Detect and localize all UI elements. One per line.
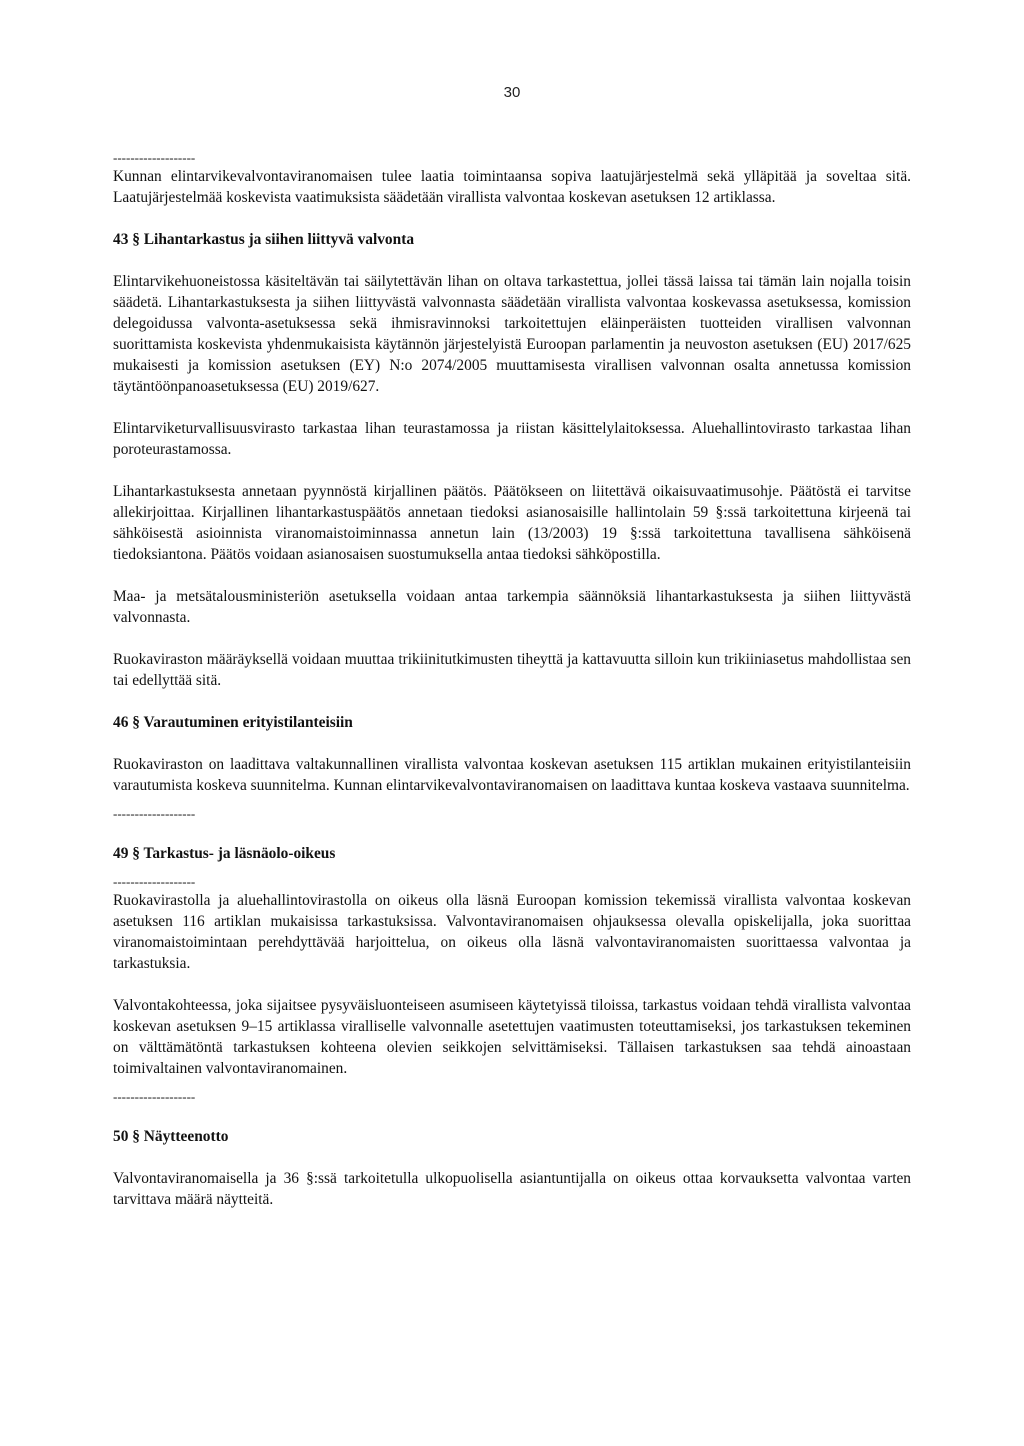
section-43-heading: 43 § Lihantarkastus ja siihen liittyvä valvonta (113, 231, 415, 248)
section-46-heading: 46 § Varautuminen erityistilanteisiin (113, 714, 353, 731)
section-43-paragraph-5: Ruokaviraston määräyksellä voidaan muuttaa trikiinitutkimusten tiheyttä ja kattavuutta silloin kun trikiiniasetus mahdollistaa sen tai edellyttää sitä. (113, 651, 911, 689)
section-46-paragraph-1: Ruokaviraston on laadittava valtakunnallinen virallista valvontaa koskevan asetuksen 115 artiklan mukainen erityistilanteisiin varautumista koskeva suunnitelma. Kunnan elintarvikevalvontaviranomaisen on laadittava kuntaa koskeva vastaava suunnitelma. (113, 756, 911, 794)
omission-separator: ------------------- (113, 150, 196, 165)
omission-separator: ------------------- (113, 874, 196, 889)
section-49-paragraph-2: Valvontakohteessa, joka sijaitsee pysyväisluonteiseen asumiseen käytetyissä tiloissa, tarkastus voidaan tehdä virallista valvontaa koskevan asetuksen 9–15 artiklassa viralliselle valvonnalle asetettujen vaatimusten toteuttamiseksi, jos tarkastuksen tekeminen on välttämätöntä tarkastuksen kohteena olevien seikkojen selvittämiseksi. Tällaisen tarkastuksen saa tehdä ainoastaan toimivaltainen valvontaviranomainen. (113, 997, 911, 1077)
section-43-paragraph-4: Maa- ja metsätalousministeriön asetuksella voidaan antaa tarkempia säännöksiä lihantarkastuksesta ja siihen liittyvästä valvonnasta. (113, 588, 911, 626)
page-number: 30 (503, 84, 521, 101)
intro-paragraph: Kunnan elintarvikevalvontaviranomaisen tulee laatia toimintaansa sopiva laatujärjestelmä sekä ylläpitää ja soveltaa sitä. Laatujärjestelmää koskevista vaatimuksista säädetään virallista valvontaa koskevan asetuksen 12 artiklassa. (113, 168, 911, 206)
section-50-paragraph-1: Valvontaviranomaisella ja 36 §:ssä tarkoitetulla ulkopuolisella asiantuntijalla on oikeus ottaa korvauksetta valvontaa varten tarvittava määrä näytteitä. (113, 1170, 911, 1208)
section-43-paragraph-1: Elintarvikehuoneistossa käsiteltävän tai säilytettävän lihan on oltava tarkastettua, jollei tässä laissa tai tämän lain nojalla toisin säädetä. Lihantarkastuksesta ja siihen liittyvästä valvonnasta säädetään virallista valvontaa koskevassa asetuksessa, komission delegoidussa valvonta-asetuksessa sekä ihmisravinnoksi tarkoitettujen eläinperäisten tuotteiden virallisen valvonnan suorittamista koskevista yhdenmukaisista käytännön järjestelyistä Euroopan parlamentin ja neuvoston asetuksen (EU) 2017/625 mukaisesti ja komission asetuksen (EY) N:o 2074/2005 muuttamisesta virallisen valvonnan osalta annetussa komission täytäntöönpanoasetuksessa (EU) 2019/627. (113, 273, 911, 395)
section-43-paragraph-2: Elintarviketurvallisuusvirasto tarkastaa lihan teurastamossa ja riistan käsittelylaitoksessa. Aluehallintovirasto tarkastaa lihan poroteurastamossa. (113, 420, 911, 458)
section-49-heading: 49 § Tarkastus- ja läsnäolo-oikeus (113, 845, 336, 862)
document-body (113, 150, 911, 1210)
omission-separator: ------------------- (113, 1089, 196, 1104)
section-50-heading: 50 § Näytteenotto (113, 1128, 229, 1145)
section-43-paragraph-3: Lihantarkastuksesta annetaan pyynnöstä kirjallinen päätös. Päätökseen on liitettävä oikaisuvaatimusohje. Päätöstä ei tarvitse allekirjoittaa. Kirjallinen lihantarkastuspäätös annetaan tiedoksi asianosaisille hallintolain 59 §:ssä tarkoitettuna kirjeenä tai sähköisestä asioinnista viranomaistoiminnassa annetun lain (13/2003) 19 §:ssä tarkoitettuna tavallisena sähköisenä tiedoksiantona. Päätös voidaan asianosaisen suostumuksella antaa tiedoksi sähköpostilla. (113, 483, 911, 563)
omission-separator: ------------------- (113, 806, 196, 821)
section-49-paragraph-1: Ruokavirastolla ja aluehallintovirastolla on oikeus olla läsnä Euroopan komission tekemissä virallista valvontaa koskevan asetuksen 116 artiklan mukaisissa tarkastuksissa. Valvontaviranomaisen ohjauksessa olevalla opiskelijalla, joka suorittaa viranomaistoimintaan perehdyttävää harjoittelua, on oikeus olla läsnä valvontaviranomaisten suorittaessa valvontaa ja tarkastuksia. (113, 892, 911, 972)
